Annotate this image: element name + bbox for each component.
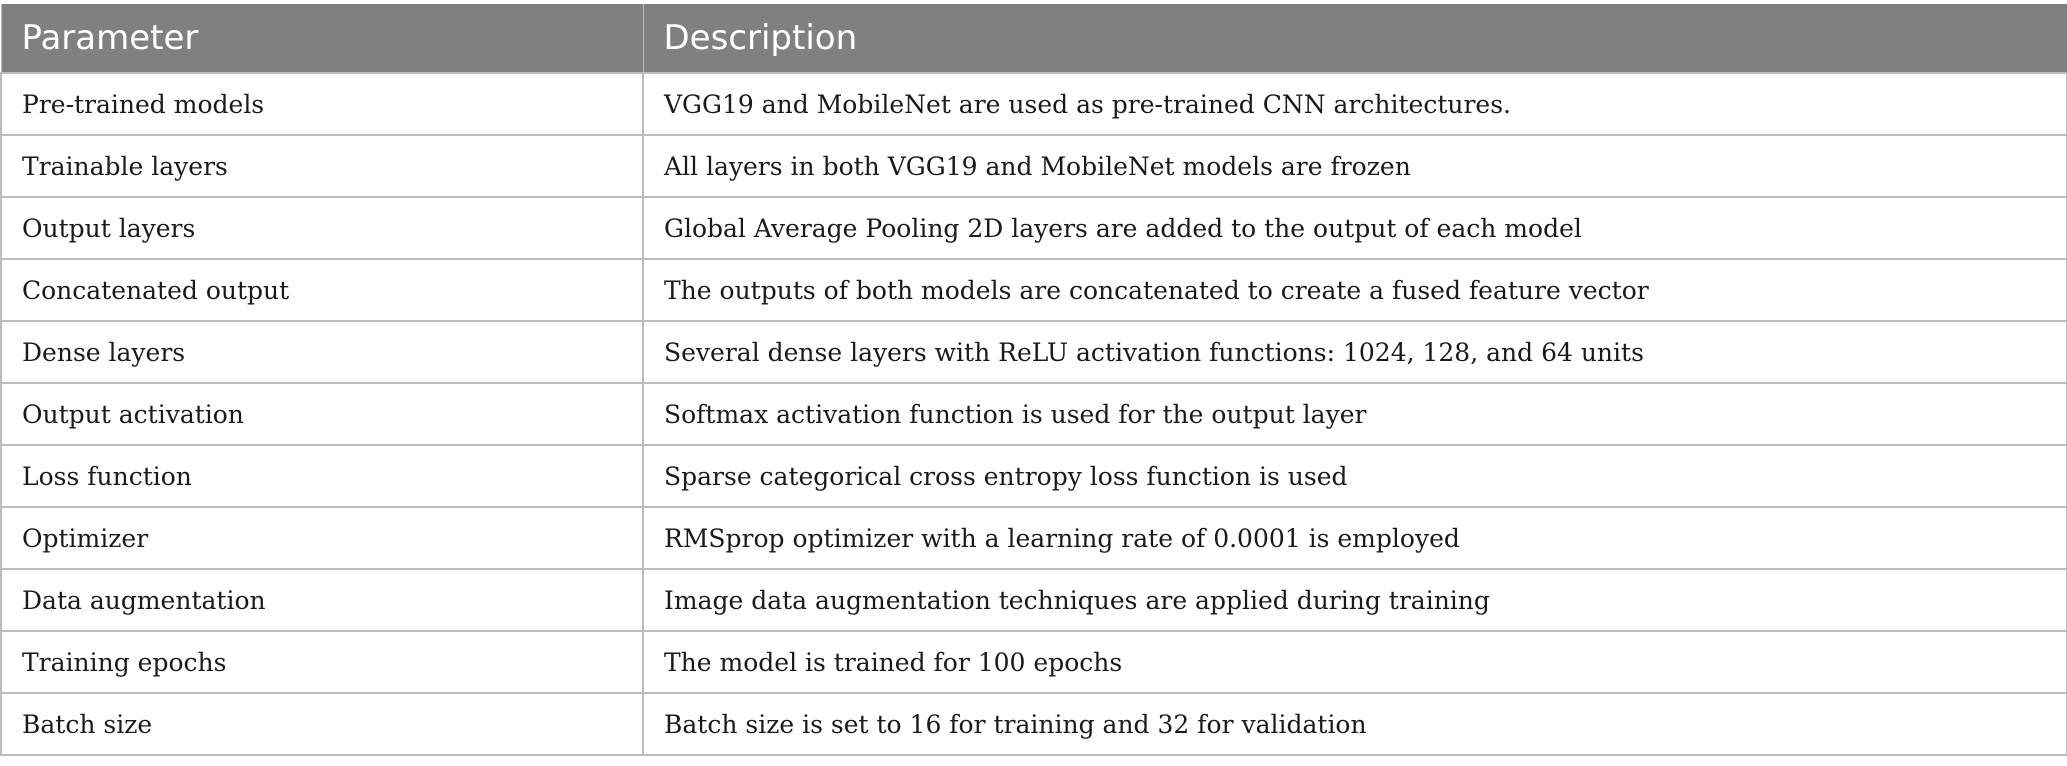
cell-parameter: Output activation (1, 383, 643, 445)
cell-description: VGG19 and MobileNet are used as pre-trained CNN architectures. (643, 73, 2067, 135)
table-row (1, 259, 2067, 321)
header-parameter: Parameter (1, 4, 643, 73)
table-row (1, 507, 2067, 569)
table-row (1, 197, 2067, 259)
cell-description: Sparse categorical cross entropy loss function is used (643, 445, 2067, 507)
cell-parameter: Output layers (1, 197, 643, 259)
cell-parameter: Optimizer (1, 507, 643, 569)
cell-description: The outputs of both models are concatenated to create a fused feature vector (643, 259, 2067, 321)
cell-parameter: Data augmentation (1, 569, 643, 631)
cell-description: Several dense layers with ReLU activation functions: 1024, 128, and 64 units (643, 321, 2067, 383)
cell-parameter: Training epochs (1, 631, 643, 693)
cell-parameter: Loss function (1, 445, 643, 507)
cell-description: Image data augmentation techniques are applied during training (643, 569, 2067, 631)
table-header (1, 4, 2067, 73)
header-description: Description (643, 4, 2067, 73)
table-row (1, 73, 2067, 135)
cell-description: The model is trained for 100 epochs (643, 631, 2067, 693)
cell-description: Global Average Pooling 2D layers are added to the output of each model (643, 197, 2067, 259)
cell-description: Batch size is set to 16 for training and 32 for validation (643, 693, 2067, 755)
cell-parameter: Concatenated output (1, 259, 643, 321)
table-row (1, 631, 2067, 693)
cell-parameter: Dense layers (1, 321, 643, 383)
table-row (1, 383, 2067, 445)
cell-parameter: Trainable layers (1, 135, 643, 197)
header-row (1, 4, 2067, 73)
parameter-table-container (0, 4, 2066, 756)
cell-description: Softmax activation function is used for the output layer (643, 383, 2067, 445)
table-row (1, 693, 2067, 755)
cell-description: RMSprop optimizer with a learning rate of 0.0001 is employed (643, 507, 2067, 569)
table-row (1, 569, 2067, 631)
cell-description: All layers in both VGG19 and MobileNet models are frozen (643, 135, 2067, 197)
table-body (1, 73, 2067, 755)
table-row (1, 135, 2067, 197)
cell-parameter: Batch size (1, 693, 643, 755)
table-row (1, 445, 2067, 507)
cell-parameter: Pre-trained models (1, 73, 643, 135)
parameter-table (0, 4, 2067, 756)
table-row (1, 321, 2067, 383)
